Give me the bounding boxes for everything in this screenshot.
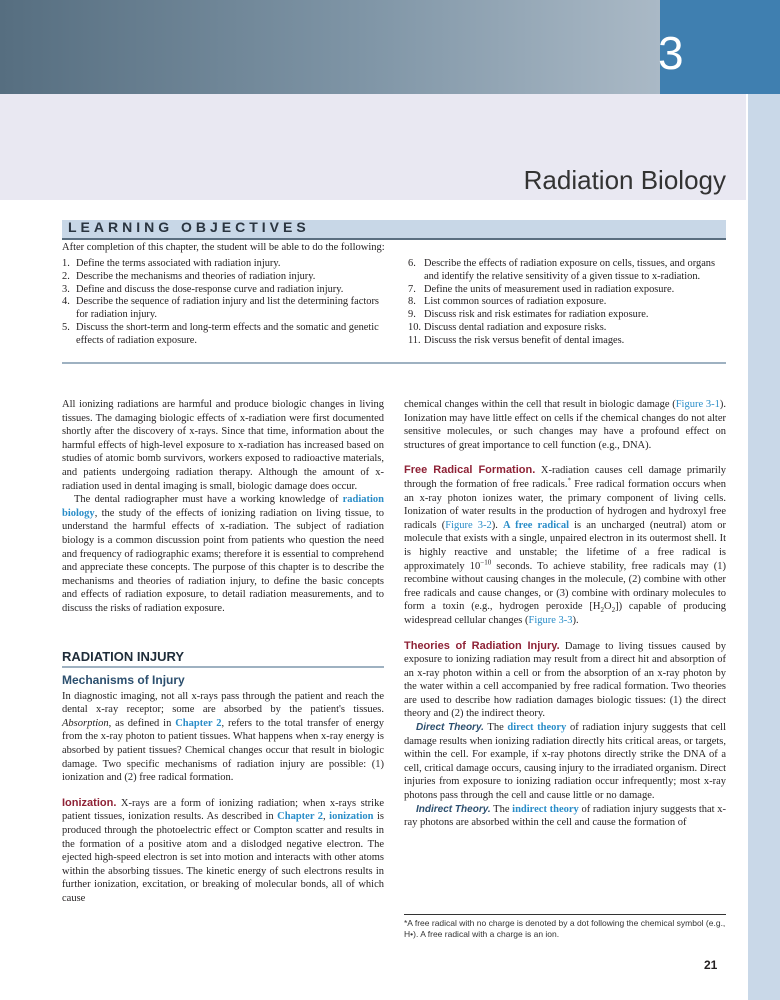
free-radical-heading: Free Radical Formation.	[404, 464, 536, 477]
free-radical-term[interactable]: A free radical	[503, 519, 570, 531]
objective-number: 10.	[408, 321, 421, 333]
objective-text: Discuss dental radiation and exposure risks.	[424, 321, 607, 333]
objective-item	[408, 284, 726, 297]
chapter-2-link[interactable]: Chapter 2	[175, 717, 222, 729]
theories-paragraph: Theories of Radiation Injury. Damage to living tissues caused by exposure to ionizing radiation may result from a direct hit and absorption of an x-ray photon within a cell or from the absorption of an x-ray photon by the water within a cell accompanied by free radical formation. Two theories are used to describe how radiation damages biologic tissues: (1) the direct theory and (2) the indirect theory.	[404, 639, 726, 720]
objective-text: Define and discuss the dose-response curve and radiation injury.	[76, 283, 344, 295]
intro-paragraph: All ionizing radiations are harmful and produce biologic changes in living tissues. The damaging biologic effects of x-radiation were first documented shortly after the discovery of x-rays. Since that time, information about the harmful effects of high-level exposure to x-radiation has increased based on studies of atomic bomb survivors, workers exposed to radioactive materials, and patients undergoing radiation therapy. Although the amount of x-radiation used in dental imaging is small, biologic damage does occur.	[62, 399, 384, 492]
chapter-number: 3	[658, 27, 685, 79]
objective-number: 3.	[62, 283, 70, 295]
indirect-theory-heading: Indirect Theory.	[416, 803, 491, 815]
objective-item	[62, 284, 384, 297]
objective-item	[408, 309, 726, 322]
objective-number: 6.	[408, 258, 416, 269]
objective-text: List common sources of radiation exposure.	[424, 296, 607, 308]
objective-item	[408, 322, 726, 335]
biology-paragraph: The dental radiographer must have a working knowledge of radiation biology, the study of the effects of ionizing radiation on living tissue, to understand the harmful effects of x-radiation. The subject of radiation biology is a common discussion point from patients who question the need and frequency of radiographic exams; therefore it is essential to comprehend and appreciate these concepts. The purpose of this chapter is to describe the mechanisms and theories of radiation injury, to define the basic concepts and effects of radiation exposure, to detail radiation measurements, and to discuss the risks of radiation exposure.	[62, 494, 384, 614]
objectives-box	[62, 240, 726, 361]
direct-theory-heading: Direct Theory.	[416, 722, 484, 734]
ionization-heading: Ionization.	[62, 796, 117, 809]
objectives-list-right	[408, 258, 726, 348]
figure-3-2-link[interactable]: Figure 3-2	[445, 519, 492, 531]
objectives-heading: LEARNING OBJECTIVES	[68, 219, 310, 235]
objective-number: 4.	[62, 296, 70, 308]
objective-item	[408, 335, 726, 348]
objective-text: Describe the sequence of radiation injury and list the determining factors for radiation injury.	[76, 296, 379, 321]
footnote: *A free radical with no charge is denoted by a dot following the chemical symbol (e.g., H•). A free radical with a charge is an ion.	[404, 914, 726, 940]
objective-text: Describe the effects of radiation exposure on cells, tissues, and organs and identify the relative sensitivity of a given tissue to x-radiation.	[424, 258, 716, 282]
mechanisms-paragraph: In diagnostic imaging, not all x-rays pass through the patient and reach the dental x-ray receptor; some are absorbed by the patient's tissues. Absorption, as defined in Chapter 2, refers to the total transfer of energy from the x-ray photon to patient tissues. What happens when x-ray energy is absorbed by patient tissues? Chemical changes occur that result in biologic damage. Two specific mechanisms of radiation injury are possible: (1) ionization and (2) free radical formation.	[62, 690, 385, 784]
indirect-theory-paragraph: Indirect Theory. The indirect theory of radiation injury suggests that x-ray photons are absorbed within the cell and cause the formation of	[404, 803, 726, 829]
objectives-divider	[62, 362, 726, 364]
objective-text: Discuss the risk versus benefit of dental images.	[424, 334, 625, 346]
ionization-paragraph: Ionization. X-rays are a form of ionizing radiation; when x-rays strike patient tissues, ionization results. As described in Chapter 2, ionization is produced through the photoelectric effect or Compton scatter and results in the formation of a positive atom and a dislodged negative electron. The ejected high-speed electron is set into motion and interacts with other atoms within the absorbing tissues. The kinetic energy of such electrons results in further ionization, excitation, or breaking of molecular bonds, all of which cause	[62, 796, 385, 904]
chapter-title: Radiation Biology	[523, 165, 726, 196]
objective-item	[62, 322, 384, 348]
direct-theory-paragraph: Direct Theory. The direct theory of radiation injury suggests that cell damage results when ionizing radiation directly hits critical areas, or targets, within the cell. For example, if x-ray photons directly strike the DNA of a cell, critical damage occurs, causing injury to the irradiated organism. Direct injuries from exposure to ionizing radiation occur infrequently; most x-ray photons pass through the cell and cause little or no damage.	[404, 722, 727, 802]
direct-theory-term[interactable]: direct theory	[507, 722, 567, 734]
free-radical-paragraph: Free Radical Formation. X-radiation causes cell damage primarily through the formation of free radicals.* Free radical formation occurs when an x-ray photon ionizes water, the primary component of living cells. Ionization of water results in the production of hydrogen and hydroxyl free radicals (Figure 3-2). A free radical is an uncharged (neutral) atom or molecule that exists with a single, unpaired electron in its outermost shell. It is highly reactive and unstable; the lifetime of a free radical is approximately $10^{-10}$ seconds. To achieve stability, free radicals may (1) recombine without causing changes in the molecule, (2) combine with other free radicals and cause changes, or (3) combine with ordinary molecules to form a toxin (e.g., hydrogen peroxide $[H_2O_2]$) capable of producing widespread cellular changes (Figure 3-3).	[404, 464, 726, 626]
objective-text: Describe the mechanisms and theories of radiation injury.	[76, 270, 316, 282]
objective-number: 8.	[408, 296, 416, 308]
radiation-biology-link[interactable]: radiation biology	[62, 494, 384, 519]
left-column	[62, 398, 384, 906]
objective-item	[62, 258, 384, 271]
objective-item	[62, 296, 384, 322]
chapter-2-link-2[interactable]: Chapter 2	[277, 811, 324, 823]
objective-item	[408, 258, 726, 284]
objective-text: Discuss the short-term and long-term effects and the somatic and genetic effects of radiation exposure.	[76, 321, 379, 346]
theories-heading: Theories of Radiation Injury.	[404, 639, 560, 652]
objective-text: Define the units of measurement used in radiation exposure.	[424, 283, 675, 295]
ionization-term[interactable]: ionization	[329, 811, 374, 823]
header-banner	[0, 0, 660, 94]
objective-text: Discuss risk and risk estimates for radiation exposure.	[424, 309, 649, 321]
page-number: 21	[704, 958, 718, 972]
right-column	[404, 398, 726, 830]
side-bar	[748, 94, 780, 1000]
indirect-theory-term[interactable]: indirect theory	[512, 803, 579, 815]
chemical-paragraph: chemical changes within the cell that result in biologic damage (Figure 3-1). Ionization may have little effect on cells if the chemical changes do not alter sensitive molecules, or such changes may have a profound effect on structures of great importance to cell function (e.g., DNA).	[404, 399, 726, 451]
objective-number: 11.	[408, 334, 421, 346]
radiation-injury-heading: RADIATION INJURY	[62, 650, 384, 669]
objective-number: 9.	[408, 309, 416, 321]
figure-3-3-link[interactable]: Figure 3-3	[528, 614, 573, 626]
objective-item	[62, 271, 384, 284]
objective-number: 7.	[408, 283, 416, 295]
objective-number: 2.	[62, 270, 70, 282]
figure-3-1-link[interactable]: Figure 3-1	[675, 399, 720, 410]
objective-item	[408, 296, 726, 309]
mechanisms-heading: Mechanisms of Injury	[62, 673, 185, 688]
objective-number: 1.	[62, 258, 70, 269]
objective-text: Define the terms associated with radiation injury.	[76, 258, 281, 269]
objectives-list-left	[62, 258, 384, 348]
objectives-header	[62, 220, 726, 240]
objectives-intro: After completion of this chapter, the student will be able to do the following:	[62, 242, 385, 253]
objective-number: 5.	[62, 321, 70, 333]
